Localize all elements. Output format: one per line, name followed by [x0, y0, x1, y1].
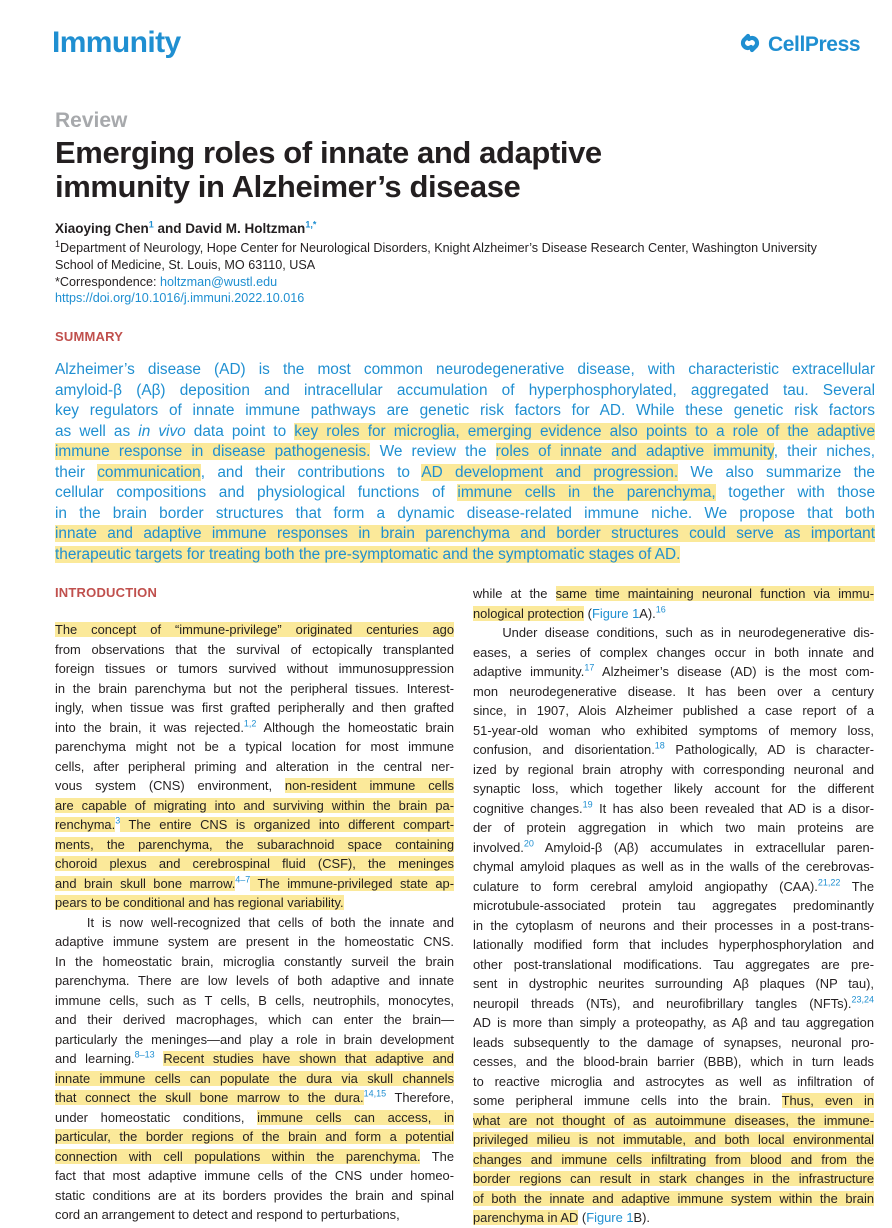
- text-line: [55, 854, 454, 874]
- highlighted-text: parenchyma in AD: [473, 1210, 579, 1225]
- text-segment: AD is more than simply a proteopathy, as Aβ and tau aggregation: [473, 1015, 874, 1030]
- text-line: [55, 1030, 454, 1050]
- text-segment: eases, a series of complex changes occur in both innate and: [473, 644, 874, 660]
- text-line: [473, 1033, 874, 1053]
- text-segment: ized by regional brain atrophy with corresponding neuronal and: [473, 761, 874, 777]
- text-line: [473, 1091, 874, 1111]
- text-line: [55, 698, 454, 718]
- text-line: [55, 620, 454, 640]
- text-line: [473, 916, 874, 936]
- text-segment: to reactive microglia and astrocytes as well as infiltration of: [473, 1073, 874, 1089]
- citation-link[interactable]: 3: [115, 815, 121, 826]
- text-segment: confusion, and disorientation.: [473, 742, 655, 757]
- text-line: [55, 1088, 454, 1108]
- text-line: [473, 662, 874, 682]
- highlighted-text: immune response in disease pathogenesis.: [55, 443, 371, 460]
- text-line: [55, 463, 875, 484]
- affiliation-line: [55, 240, 875, 257]
- text-segment: parenchyma might not be a typical location for most immune: [55, 739, 454, 754]
- text-segment: Under disease conditions, such as in neurodegenerative dis-: [473, 625, 874, 640]
- citation-link[interactable]: 14,15: [363, 1088, 387, 1099]
- text-segment: The: [420, 1148, 454, 1164]
- affiliation-line: School of Medicine, St. Louis, MO 63110, USA: [55, 258, 316, 273]
- highlighted-text: and brain skull bone marrow.: [55, 875, 236, 891]
- text-line: [473, 779, 874, 799]
- highlighted-text: communication: [97, 463, 201, 481]
- text-segment: other post-translational modifications. Tau aggregates are pre-: [473, 956, 874, 972]
- highlighted-text: innate and adaptive immune responses in brain parenchyma and border structures could serve as important: [55, 525, 875, 542]
- text-line: [473, 721, 874, 741]
- text-line: [473, 818, 874, 838]
- text-line: [55, 991, 454, 1011]
- journal-logo[interactable]: Immunity: [52, 26, 181, 59]
- citation-link[interactable]: 21,22: [817, 877, 841, 888]
- text-line: [55, 1186, 454, 1206]
- highlighted-text: pears to be conditional and has regional variability.: [55, 895, 344, 910]
- text-line: [473, 955, 874, 975]
- citation-link[interactable]: 20: [523, 838, 534, 849]
- text-segment: and learning.: [55, 1051, 135, 1066]
- text-line: [473, 1130, 874, 1150]
- doi-link[interactable]: https://doi.org/10.1016/j.immuni.2022.10.016: [55, 291, 305, 305]
- figure-link[interactable]: Figure 1: [591, 605, 640, 621]
- text-segment: Therefore,: [386, 1090, 454, 1105]
- publisher-name: CellPress: [768, 33, 861, 56]
- text-segment: involved.: [473, 839, 524, 855]
- text-segment: cord an arrangement to detect and respond to perturbations,: [55, 1207, 400, 1222]
- text-line: [55, 796, 454, 816]
- highlighted-text: choroid plexus and cerebrospinal fluid (CSF), the meninges: [55, 856, 454, 871]
- highlighted-text: changes and immune cells infiltrating from blood and from the: [473, 1151, 874, 1167]
- text-segment: neuropil threads (NTs), and neurofibrillary tangles (NFTs).: [473, 995, 852, 1011]
- text-line: [55, 422, 875, 443]
- text-line: [55, 952, 454, 972]
- highlighted-text: privileged milieu is not immutable, and both local environmental: [473, 1132, 874, 1147]
- text-line: [55, 757, 454, 777]
- text-line: [473, 604, 874, 624]
- correspondence-email-link[interactable]: holtzman@wustl.edu: [160, 275, 278, 289]
- summary-text: [55, 360, 875, 565]
- text-line: [473, 974, 874, 994]
- highlighted-text: The concept of “immune-privilege” originated centuries ago: [55, 622, 454, 637]
- text-segment: Amyloid-β (Aβ) accumulates in extracellular paren-: [533, 839, 874, 855]
- text-segment: , their niches,: [773, 443, 875, 460]
- text-line: [55, 1049, 454, 1069]
- text-segment: B).: [633, 1210, 650, 1225]
- text-line: [473, 877, 874, 897]
- summary-heading: SUMMARY: [55, 329, 124, 344]
- text-line: [55, 835, 454, 855]
- text-line: [473, 1150, 874, 1170]
- text-line: [473, 1189, 874, 1209]
- text-segment: We also summarize the: [678, 463, 875, 481]
- highlighted-text: what are not thought of as autoimmune diseases, the immune-: [473, 1112, 874, 1128]
- text-line: [473, 1208, 874, 1228]
- text-segment: sent in dystrophic neurites surrounding Aβ plaques (NP tau),: [473, 976, 874, 991]
- text-segment: adaptive immune system are present in the homeostatic CNS.: [55, 934, 454, 949]
- highlighted-text: The entire CNS is organized into different compart-: [120, 817, 454, 832]
- text-segment: chymal amyloid plaques as well as in the walls of the cerebrovas-: [473, 859, 874, 874]
- text-segment: together with those: [715, 484, 875, 501]
- highlighted-text: immune cells can access, in: [257, 1109, 455, 1125]
- text-segment: It has also been revealed that AD is a disor-: [592, 800, 874, 816]
- text-segment: microtubule-associated protein tau aggregates predominantly: [473, 898, 874, 913]
- text-line: [55, 640, 454, 660]
- text-segment: Although the homeostatic brain: [256, 719, 454, 735]
- affiliation-number: 1: [55, 238, 61, 249]
- text-segment: cellular compositions and physiological functions of: [55, 484, 458, 501]
- italic-text: in vivo: [138, 422, 186, 440]
- text-segment: adaptive immunity.: [473, 664, 585, 679]
- text-segment: in the brain border structures that form a dynamic disease-related immune niche. We propose that both: [55, 504, 875, 522]
- article-title: [55, 136, 835, 204]
- text-line: [55, 360, 875, 381]
- text-line: [55, 718, 454, 738]
- text-line: [55, 776, 454, 796]
- text-line: [473, 1013, 874, 1033]
- highlighted-text: border regions can result in stark changes in the infrastructure: [473, 1171, 874, 1186]
- citation-link[interactable]: 17: [584, 662, 595, 673]
- text-line: [55, 874, 454, 894]
- text-line: [473, 701, 874, 721]
- text-line: [55, 913, 454, 933]
- text-line: [55, 1069, 454, 1089]
- citation-link[interactable]: 19: [582, 799, 593, 810]
- text-segment: in the brain parenchyma but not the peripheral tissues. Interest-: [55, 680, 454, 696]
- text-segment: some peripheral immune cells into the brain.: [473, 1093, 782, 1108]
- text-segment: (: [578, 1210, 587, 1225]
- affiliation-marker[interactable]: 1,*: [305, 219, 317, 230]
- text-line: [55, 401, 875, 422]
- text-segment: , and their contributions to: [200, 463, 422, 481]
- text-segment: lationally modified form that includes hyperphosphorylation and: [473, 937, 874, 952]
- article-title-line: Emerging roles of innate and adaptive: [55, 135, 602, 170]
- highlighted-text: ments, the parenchyma, the subarachnoid space containing: [55, 836, 454, 852]
- correspondence: [55, 274, 277, 291]
- highlighted-text: nological protection: [473, 605, 585, 621]
- introduction-heading: INTRODUCTION: [55, 585, 158, 600]
- author-name: Xiaoying Chen: [55, 221, 149, 236]
- text-line: [473, 1111, 874, 1131]
- text-segment: In the homeostatic brain, microglia constantly surveil the brain: [55, 953, 454, 969]
- citation-link[interactable]: 23,24: [851, 994, 874, 1005]
- highlighted-text: connection with cell populations within the parenchyma.: [55, 1148, 421, 1164]
- text-line: [473, 1072, 874, 1092]
- highlighted-text: key roles for microglia, emerging evidence also points to a role of the adaptive: [294, 422, 876, 440]
- cellpress-logo-icon: [737, 30, 763, 61]
- text-line: [55, 442, 875, 463]
- text-segment: fact that most adaptive immune cells of the CNS under homeo-: [55, 1168, 454, 1183]
- text-segment: parenchyma. There are low levels of both adaptive and innate: [55, 973, 454, 988]
- highlighted-text: renchyma.: [55, 817, 116, 832]
- text-line: [473, 760, 874, 780]
- text-segment: We review the: [370, 443, 496, 460]
- text-segment: data point to: [185, 422, 295, 440]
- text-line: [473, 682, 874, 702]
- highlighted-text: that connect the skull bone marrow to the dura.: [55, 1090, 364, 1105]
- text-segment: since, in 1907, Alois Alzheimer published a case report of a: [473, 703, 874, 718]
- text-segment: ingly, when tissue was first grafted peripherally and then grafted: [55, 700, 454, 715]
- text-segment: while at the: [473, 586, 556, 601]
- highlighted-text: particular, the border regions of the brain and form a potential: [55, 1129, 454, 1144]
- text-segment: static conditions are at its borders provides the brain and spinal: [55, 1187, 454, 1203]
- article-type-label: Review: [55, 109, 128, 132]
- highlighted-text: AD development and progression.: [421, 463, 679, 481]
- text-line: [473, 838, 874, 858]
- text-line: [473, 935, 874, 955]
- affiliation: [55, 240, 875, 274]
- text-segment: 51-year-old woman who exhibited symptoms of memory loss,: [473, 722, 874, 738]
- affiliation-text: Department of Neurology, Hope Center for Neurological Disorders, Knight Alzheimer’s Disease Research Center, Washington University: [60, 241, 817, 255]
- highlighted-text: immune cells in the parenchyma,: [457, 484, 716, 501]
- text-segment: A).: [639, 605, 656, 621]
- text-line: [473, 857, 874, 877]
- publisher-logo[interactable]: [737, 31, 860, 59]
- highlighted-text: non-resident immune cells: [284, 778, 454, 793]
- text-segment: as well as: [55, 422, 139, 440]
- text-line: [55, 932, 454, 952]
- text-line: [55, 971, 454, 991]
- text-line: [55, 1166, 454, 1186]
- text-line: [55, 659, 454, 679]
- text-line: [473, 584, 874, 604]
- text-segment: particularly the meninges—and play a role in brain development: [55, 1031, 454, 1047]
- citation-link[interactable]: 18: [654, 740, 665, 751]
- text-line: [55, 504, 875, 525]
- text-segment: and their derived macrophages, which can enter the brain—: [55, 1012, 454, 1027]
- text-line: [473, 623, 874, 643]
- text-line: [55, 679, 454, 699]
- text-line: [473, 1169, 874, 1189]
- highlighted-text: same time maintaining neuronal function via immu-: [555, 586, 874, 601]
- correspondence-label: *Correspondence:: [55, 275, 161, 289]
- text-segment: Pathologically, AD is character-: [664, 742, 874, 757]
- text-line: [55, 1108, 454, 1128]
- highlighted-text: Thus, even in: [781, 1093, 874, 1108]
- text-segment: mon neurodegenerative disease. It has been over a century: [473, 683, 874, 699]
- text-segment: (: [584, 605, 592, 621]
- citation-link[interactable]: 16: [655, 604, 666, 615]
- text-segment: synaptic loss, which together likely account for the different: [473, 781, 874, 796]
- text-segment: It is now well-recognized that cells of both the innate and: [55, 914, 454, 930]
- text-line: [55, 381, 875, 402]
- highlighted-text: are capable of migrating into and surviving within the brain pa-: [55, 797, 454, 813]
- text-segment: vous system (CNS) environment,: [55, 778, 285, 793]
- highlighted-text: roles of innate and adaptive immunity: [495, 443, 774, 460]
- text-segment: Alzheimer’s disease (AD) is the most com-: [594, 664, 874, 679]
- text-segment: from observations that the survival of ectopically transplanted: [55, 641, 454, 657]
- citation-link[interactable]: 4–7: [235, 874, 251, 885]
- text-segment: their: [55, 463, 98, 481]
- text-line: [55, 1010, 454, 1030]
- text-segment: cognitive changes.: [473, 800, 583, 816]
- text-segment: amyloid-β (Aβ) deposition and intracellular accumulation of hyperphosphorylated, aggregated tau. Several: [55, 381, 875, 399]
- text-line: [55, 483, 875, 504]
- author-list: [55, 221, 316, 236]
- text-segment: der of protein aggregation in which two main proteins are: [473, 820, 874, 835]
- text-line: [55, 1127, 454, 1147]
- text-line: [473, 643, 874, 663]
- article-title-line: immunity in Alzheimer’s disease: [55, 169, 521, 204]
- text-segment: Alzheimer’s disease (AD) is the most common neurodegenerative disease, with characteristic extracellular: [55, 361, 875, 378]
- text-line: [473, 896, 874, 916]
- highlighted-text: innate immune cells can populate the dura via skull channels: [55, 1070, 454, 1086]
- text-segment: cesses, and the blood-brain barrier (BBB), which in turn leads: [473, 1054, 874, 1069]
- citation-link[interactable]: 8–13: [134, 1049, 155, 1060]
- text-line: [55, 1147, 454, 1167]
- text-segment: culature to form cerebral amyloid angiopathy (CAA).: [473, 878, 818, 894]
- text-line: [55, 1205, 454, 1225]
- text-segment: leads subsequently to the damage of synapses, neuronal pro-: [473, 1034, 874, 1050]
- text-line: [55, 545, 875, 566]
- text-line: [473, 799, 874, 819]
- text-segment: The: [840, 878, 874, 894]
- text-line: [473, 740, 874, 760]
- author-name: David M. Holtzman: [185, 221, 306, 236]
- text-line: [473, 1052, 874, 1072]
- text-line: [55, 815, 454, 835]
- text-segment: immune cells, such as T cells, B cells, neutrophils, monocytes,: [55, 992, 454, 1008]
- highlighted-text: of both the innate and adaptive immune system within the brain: [473, 1190, 874, 1206]
- text-line: [55, 893, 454, 913]
- highlighted-text: The immune-privileged state ap-: [250, 875, 454, 891]
- text-line: [473, 994, 874, 1014]
- highlighted-text: therapeutic targets for treating both the pre-symptomatic and the symptomatic stages of AD.: [55, 545, 681, 563]
- highlighted-text: Recent studies have shown that adaptive and: [163, 1051, 454, 1066]
- text-segment: under homeostatic conditions,: [55, 1109, 258, 1125]
- affiliation-marker[interactable]: 1: [148, 219, 154, 230]
- author-conjunction: and: [153, 221, 186, 236]
- text-line: [55, 524, 875, 545]
- body-column-left: [55, 620, 454, 1225]
- text-segment: foreign tissues or tumors survived without immunosuppression: [55, 661, 454, 676]
- text-segment: cells, after peripheral priming and alteration in the central ner-: [55, 758, 454, 774]
- citation-link[interactable]: 1,2: [243, 718, 257, 729]
- text-segment: key regulators of innate immune pathways are genetic risk factors for AD. While these genetic risk factors: [55, 402, 875, 419]
- figure-link[interactable]: Figure 1: [586, 1210, 634, 1225]
- body-column-right: [473, 584, 874, 1228]
- text-segment: into the brain, it was rejected.: [55, 719, 244, 735]
- text-segment: in the cytoplasm of neurons and their processes in a post-trans-: [473, 917, 874, 933]
- text-line: [55, 737, 454, 757]
